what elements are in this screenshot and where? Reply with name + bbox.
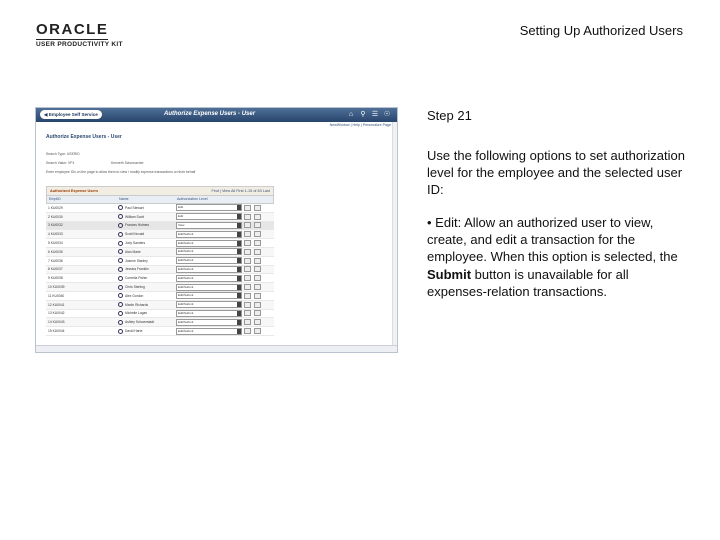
lookup-icon[interactable] [118,311,123,316]
table-row[interactable] [46,310,274,319]
authorization-level-dropdown[interactable]: Edit/Submit [176,328,242,335]
add-row-icon[interactable] [244,240,251,246]
row-level [176,204,244,211]
table-row[interactable] [46,257,274,266]
nav-icon[interactable]: ☉ [383,111,391,118]
add-row-icon[interactable] [244,293,251,299]
edit-desc-end: button is unavailable for all expenses-relation transactions. [427,266,629,299]
row-name-text: Jessica Franklin [125,267,149,272]
add-row-icon[interactable] [244,214,251,220]
horizontal-scrollbar[interactable] [36,345,397,352]
table-row[interactable] [46,301,274,310]
authorization-level-dropdown[interactable]: View [176,222,242,229]
row-buttons [244,249,261,255]
authorization-level-dropdown[interactable]: Edit [176,204,242,211]
table-row[interactable] [46,318,274,327]
row-name [118,329,176,334]
row-level [176,284,244,291]
logo-subtitle: USER PRODUCTIVITY KIT [36,41,123,48]
row-buttons [244,302,261,308]
authorization-level-dropdown[interactable]: Edit/Submit [176,240,242,247]
authorization-level-dropdown[interactable]: Edit [176,213,242,220]
add-row-icon[interactable] [244,205,251,211]
delete-row-icon[interactable] [254,222,261,228]
delete-row-icon[interactable] [254,205,261,211]
table-row[interactable] [46,274,274,283]
row-level [176,275,244,282]
delete-row-icon[interactable] [254,328,261,334]
add-row-icon[interactable] [244,310,251,316]
row-name [118,223,176,228]
row-name [118,293,176,298]
row-level [176,222,244,229]
row-name [118,302,176,307]
lookup-icon[interactable] [118,258,123,263]
add-row-icon[interactable] [244,258,251,264]
table-row[interactable] [46,292,274,301]
row-name-text: Joanne Stanley [125,258,148,263]
add-row-icon[interactable] [244,231,251,237]
row-buttons [244,293,261,299]
authorization-level-dropdown[interactable]: Edit/Submit [176,319,242,326]
row-level [176,231,244,238]
search-value-name: Kenneth Schumacher [111,161,144,165]
lookup-icon[interactable] [118,223,123,228]
lookup-icon[interactable] [118,329,123,334]
delete-row-icon[interactable] [254,275,261,281]
row-name [118,214,176,219]
row-level [176,266,244,273]
row-emplid: 1 KU0029 [48,205,63,210]
row-emplid: 9 KU0038 [48,276,63,281]
row-emplid: 12 KU0041 [48,302,65,307]
authorized-users-grid [46,186,274,336]
row-buttons [244,328,261,334]
authorization-level-dropdown[interactable]: Edit/Submit [176,266,242,273]
row-buttons [244,205,261,211]
add-row-icon[interactable] [244,266,251,272]
home-icon[interactable]: ⌂ [348,111,354,118]
row-level [176,213,244,220]
add-row-icon[interactable] [244,302,251,308]
row-name [118,320,176,325]
add-row-icon[interactable] [244,284,251,290]
add-row-icon[interactable] [244,275,251,281]
row-emplid: 4 KU0033 [48,232,63,237]
delete-row-icon[interactable] [254,266,261,272]
row-level [176,310,244,317]
row-name [118,232,176,237]
table-row[interactable] [46,266,274,275]
submit-term: Submit [427,266,472,282]
edit-desc-start: • Edit: Allow an authorized user to view, create, and edit a transaction for the employee. When this option is selected, the [427,215,678,265]
logo-wordmark: ORACLE [36,21,109,38]
row-emplid: 3 KU0032 [48,223,63,228]
delete-row-icon[interactable] [254,231,261,237]
row-name [118,267,176,272]
row-level [176,319,244,326]
col-name[interactable]: Name [119,197,129,201]
slide-title: Setting Up Authorized Users [519,23,683,38]
add-row-icon[interactable] [244,222,251,228]
row-buttons [244,266,261,272]
authorization-level-dropdown[interactable]: Edit/Submit [176,248,242,255]
table-row[interactable] [46,239,274,248]
row-emplid: 14 KU0043 [48,320,65,325]
row-name-text: Chris Sterling [125,285,145,290]
row-emplid: 10 KU0039 [48,285,65,290]
page-links[interactable]: NewWindow | Help | Personalize Page [329,123,391,127]
row-name-text: Jody Sanders [125,241,146,246]
row-name [118,258,176,263]
row-emplid: 15 KU0044 [48,329,65,334]
delete-row-icon[interactable] [254,214,261,220]
page-title: Authorize Expense Users - User [46,134,122,140]
delete-row-icon[interactable] [254,284,261,290]
authorization-level-dropdown[interactable]: Edit/Submit [176,231,242,238]
row-level [176,257,244,264]
table-row[interactable] [46,283,274,292]
col-emplid[interactable]: EmplID [49,197,61,201]
edit-option-description [427,214,687,300]
row-name [118,311,176,316]
lookup-icon[interactable] [118,320,123,325]
row-buttons [244,222,261,228]
row-level [176,328,244,335]
row-name [118,249,176,254]
row-name-text: Alan Marie [125,249,141,254]
app-bar-title: Authorize Expense Users - User [164,111,256,117]
row-buttons [244,310,261,316]
row-buttons [244,231,261,237]
row-buttons [244,240,261,246]
row-emplid: 13 KU0042 [48,311,65,316]
row-level [176,248,244,255]
row-name [118,285,176,290]
lookup-icon[interactable] [118,302,123,307]
authorization-level-dropdown[interactable]: Edit/Submit [176,257,242,264]
vertical-scrollbar[interactable] [392,122,397,346]
delete-row-icon[interactable] [254,310,261,316]
lookup-icon[interactable] [118,293,123,298]
table-row[interactable] [46,204,274,213]
lookup-icon[interactable] [118,241,123,246]
row-emplid: 11 KU0040 [48,293,65,298]
table-row[interactable] [46,327,274,336]
lookup-icon[interactable] [118,205,123,210]
row-buttons [244,214,261,220]
step-instructions: Use the following options to set authorization level for the employee and the selected user ID: [427,148,685,198]
menu-icon[interactable]: ☰ [371,111,379,118]
step-number: Step 21 [427,108,472,123]
lookup-icon[interactable] [118,276,123,281]
search-value: Search Value: VP1 [46,161,75,165]
row-emplid: 7 KU0036 [48,258,63,263]
app-title-bar [36,108,397,122]
lookup-icon[interactable] [118,285,123,290]
logo-rule [36,39,108,40]
row-buttons [244,284,261,290]
row-name-text: Ashley Schoenstadt [125,320,155,325]
back-button-label: Employee Self Service [48,112,98,117]
row-emplid: 5 KU0034 [48,241,63,246]
grid-column-headers [46,196,274,204]
authorization-level-dropdown[interactable]: Edit/Submit [176,292,242,299]
row-level [176,240,244,247]
row-emplid: 8 KU0037 [48,267,63,272]
lookup-icon[interactable] [118,249,123,254]
app-bar-icons [347,110,391,119]
lookup-icon[interactable] [118,232,123,237]
row-name-text: Alex Gordon [125,293,144,298]
table-row[interactable] [46,230,274,239]
delete-row-icon[interactable] [254,240,261,246]
add-row-icon[interactable] [244,249,251,255]
authorization-level-dropdown[interactable]: Edit/Submit [176,284,242,291]
row-name-text: Paul Stewart [125,205,144,210]
delete-row-icon[interactable] [254,319,261,325]
lookup-icon[interactable] [118,214,123,219]
row-name [118,241,176,246]
row-level [176,292,244,299]
row-name-text: Scott Kincaid [125,232,145,237]
row-name-text: Martin Richards [125,302,149,307]
instructions: Enter employee IDs on the page to allow them to view / modify expense transactions on their behalf [46,170,196,174]
authorization-level-dropdown[interactable]: Edit/Submit [176,275,242,282]
row-name [118,205,176,210]
authorization-level-dropdown[interactable]: Edit/Submit [176,301,242,308]
row-name-text: Michelle Logan [125,311,148,316]
grid-rows [46,204,274,336]
search-icon[interactable]: ⚲ [360,111,366,118]
row-buttons [244,275,261,281]
delete-row-icon[interactable] [254,249,261,255]
delete-row-icon[interactable] [254,258,261,264]
row-emplid: 6 KU0035 [48,249,63,254]
oracle-upk-logo [36,22,126,48]
row-name-text: William Scott [125,214,145,219]
row-buttons [244,319,261,325]
search-type: Search Type: USERID [46,152,80,156]
row-name-text: David Harte [125,329,143,334]
delete-row-icon[interactable] [254,293,261,299]
row-name [118,276,176,281]
authorization-level-dropdown[interactable]: Edit/Submit [176,310,242,317]
table-row[interactable] [46,213,274,222]
add-row-icon[interactable] [244,328,251,334]
table-row[interactable] [46,222,274,231]
lookup-icon[interactable] [118,267,123,272]
row-buttons [244,258,261,264]
table-row[interactable] [46,248,274,257]
row-level [176,301,244,308]
delete-row-icon[interactable] [254,302,261,308]
grid-navigation[interactable]: Find | View All First 1-15 of 63 Last [211,188,270,193]
grid-header [46,186,274,196]
grid-caption: Authorized Expense Users [50,188,99,193]
add-row-icon[interactable] [244,319,251,325]
row-name-text: Cornelia Fisher [125,276,148,281]
back-button[interactable]: ◀ Employee Self Service [40,110,102,119]
row-name-text: Frances Holmes [125,223,150,228]
application-screenshot [35,107,398,353]
col-authorization-level[interactable]: Authorization Level [177,197,208,201]
row-emplid: 2 KU0030 [48,214,63,219]
